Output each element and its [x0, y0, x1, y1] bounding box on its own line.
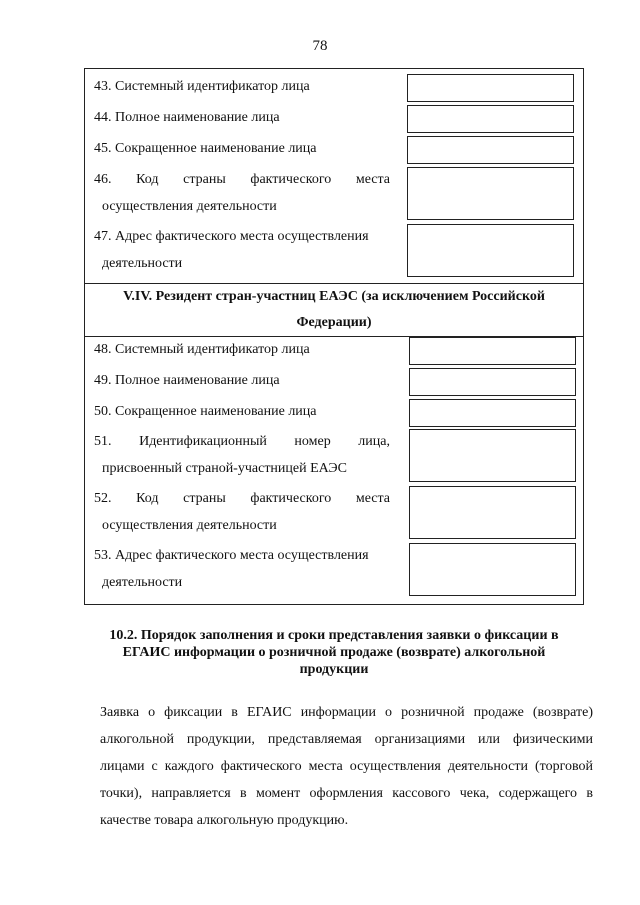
- field-52-label: 52. Код страны фактического места осуществления деятельности: [94, 491, 390, 533]
- subsection-title: 10.2. Порядок заполнения и сроки представления заявки о фиксации в ЕГАИС информации о розничной продаже (возврате) алкогольной продукции: [109, 628, 559, 677]
- table-top-border: [84, 68, 584, 69]
- field-45-label: 45. Сокращенное наименование лица: [94, 141, 317, 156]
- field-49-label: 49. Полное наименование лица: [94, 373, 280, 388]
- table-bottom-border: [84, 604, 584, 605]
- field-43-label: 43. Системный идентификатор лица: [94, 79, 310, 94]
- field-47-label: 47. Адрес фактического места осуществления деятельности: [94, 229, 369, 271]
- section-heading: V.IV. Резидент стран-участниц ЕАЭС (за исключением Российской Федерации): [123, 289, 545, 330]
- field-53-label: 53. Адрес фактического места осуществления деятельности: [94, 548, 369, 590]
- form-table: [84, 68, 584, 605]
- field-50-input[interactable]: [409, 399, 576, 427]
- field-44-label: 44. Полное наименование лица: [94, 110, 280, 125]
- field-52-input[interactable]: [409, 486, 576, 539]
- body-paragraph: Заявка о фиксации в ЕГАИС информации о розничной продаже (возврате) алкогольной продукции, представляемая организациями или физическими лицами с каждого фактического места осуществления деятельности (торговой точки), направляется в момент оформления кассового чека, содержащего в качестве товара алкогольную продукцию.: [100, 705, 593, 828]
- field-51-label: 51. Идентификационный номер лица, присвоенный страной-участницей ЕАЭС: [94, 434, 390, 476]
- field-45-input[interactable]: [407, 136, 574, 164]
- field-44-input[interactable]: [407, 105, 574, 133]
- field-46-label: 46. Код страны фактического места осуществления деятельности: [94, 172, 390, 214]
- field-46-input[interactable]: [407, 167, 574, 220]
- field-53-input[interactable]: [409, 543, 576, 596]
- field-48-label: 48. Системный идентификатор лица: [94, 342, 310, 357]
- field-51-input[interactable]: [409, 429, 576, 482]
- page-number: 78: [312, 38, 328, 54]
- field-49-input[interactable]: [409, 368, 576, 396]
- field-50-label: 50. Сокращенное наименование лица: [94, 404, 317, 419]
- field-43-input[interactable]: [407, 74, 574, 102]
- field-47-input[interactable]: [407, 224, 574, 277]
- field-48-input[interactable]: [409, 337, 576, 365]
